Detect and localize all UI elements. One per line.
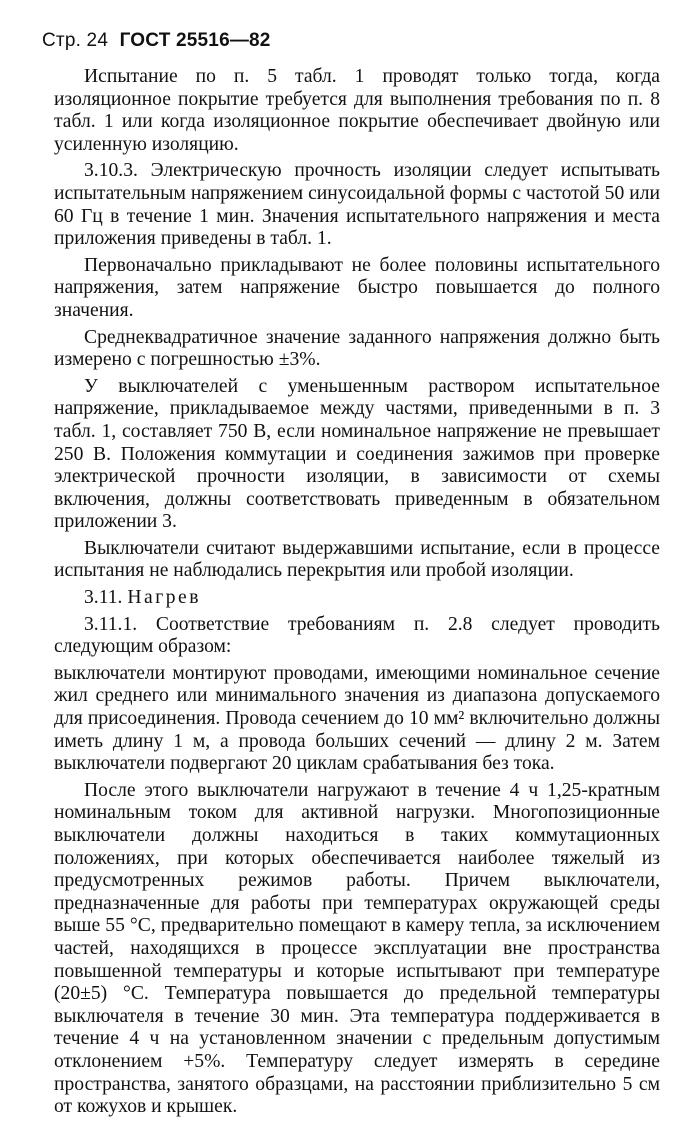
section-number: 3.11. [84,587,123,609]
paragraph: Среднеквадратичное значение заданного напряжения должно быть измерено с погрешностью ±3%. [54,326,660,371]
paragraph: У выключателей с уменьшенным раствором испытательное напряжение, прикладываемое между частями, приведенными в п. 3 табл. 1, составляет 750 В, если номинальное напряжение не превышает 250 В. Положения коммутации и соединения зажимов при проверке электрической прочности изоляции, в зависимости от схемы включения, должны соответствовать приведенным в обязательном приложении 3. [54,375,660,533]
paragraph: После этого выключатели нагружают в течение 4 ч 1,25-кратным номинальным током для активной нагрузки. Многопозиционные выключатели должны находиться в таких коммутационных положениях, при которых обеспечивается наиболее тяжелый из предусмотренных режимов работы. Причем выключатели, предназначенные для работы при температурах окружающей среды выше 55 °С, предварительно помещают в камеру тепла, за исключением частей, находящихся в процессе эксплуатации вне пространства повышенной температуры и которые испытывают при температуре (20±5) °С. Температура повышается до предельной температуры выключателя в течение 30 мин. Эта температура поддерживается в течение 4 ч на установленном значении с предельным допустимым отклонением +5%. Температуру следует измерять в середине пространства, занятого образцами, на расстоянии приблизительно 5 см от кожухов и крышек. [54,779,660,1118]
paragraph: выключатели монтируют проводами, имеющими номинальное сечение жил среднего или минимального значения из диапазона допускаемого для присоединения. Провода сечением до 10 мм² включительно должны иметь длину 1 м, а провода больших сечений — длину 2 м. Затем выключатели подвергают 20 циклам срабатывания без тока. [54,662,660,775]
document-body [54,66,660,1123]
paragraph: Первоначально прикладывают не более половины испытательного напряжения, затем напряжение быстро повышается до полного значения. [54,254,660,321]
section-title: Нагрев [127,587,202,609]
page-header [42,30,271,52]
standard-designation: ГОСТ 25516—82 [119,30,271,51]
paragraph: 3.11.1. Соответствие требованиям п. 2.8 следует проводить следующим образом: [54,613,660,658]
section-heading [54,587,660,610]
paragraph: Выключатели считают выдержавшими испытание, если в процессе испытания не наблюдались перекрытия или пробой изоляции. [54,537,660,582]
paragraph: Испытание по п. 5 табл. 1 проводят только тогда, когда изоляционное покрытие требуется для выполнения требования по п. 8 табл. 1 или когда изоляционное покрытие обеспечивает двойную или усиленную изоляцию. [54,66,660,155]
page-number: Стр. 24 [42,30,109,51]
paragraph: 3.10.3. Электрическую прочность изоляции следует испытывать испытательным напряжением синусоидальной формы с частотой 50 или 60 Гц в течение 1 мин. Значения испытательного напряжения и места приложения приведены в табл. 1. [54,160,660,250]
